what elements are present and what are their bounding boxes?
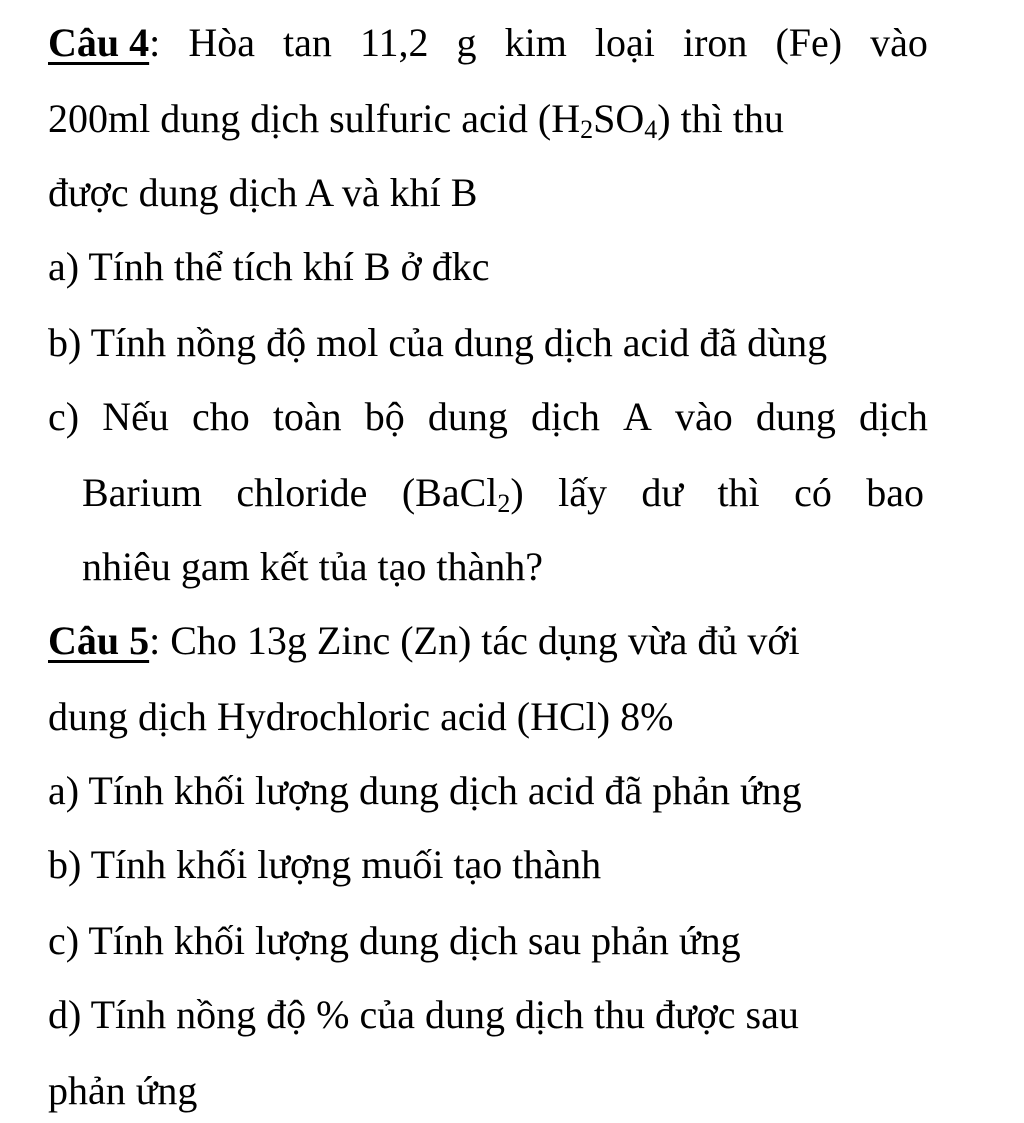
q4-word: Hòa	[188, 20, 255, 65]
q5-line-2: dung dịch Hydrochloric acid (HCl) 8%	[48, 694, 674, 739]
q5-part-c: c) Tính khối lượng dung dịch sau phản ứng	[48, 918, 741, 963]
q4-word: kim	[504, 20, 567, 65]
q4-part-c-line-2: Barium chloride (BaCl$_2$) lấy dư thì có bao	[82, 470, 924, 518]
q4-part-c-line-1: c) Nếu cho toàn bộ dung dịch A vào dung dịch	[48, 394, 928, 439]
q4-word: tan	[283, 20, 332, 65]
q5-label: Câu 5	[48, 618, 150, 663]
q4-line-2: 200ml dung dịch sulfuric acid $(H_2SO_4)$ thì thu	[48, 96, 784, 144]
q4-label: Câu 4	[48, 20, 150, 65]
q5-part-a: a) Tính khối lượng dung dịch acid đã phản ứng	[48, 768, 802, 813]
q4-colon: :	[149, 20, 161, 65]
q4-word: iron	[682, 20, 748, 65]
q4-part-a: a) Tính thể tích khí B ở đkc	[48, 244, 490, 289]
q5-part-b: b) Tính khối lượng muối tạo thành	[48, 842, 602, 887]
q5-part-d-cont: phản ứng	[48, 1068, 198, 1113]
bacl2-formula: (BaCl$_2$)	[401, 470, 524, 518]
q4-word: vào	[870, 20, 928, 65]
q4-part-b: b) Tính nồng độ mol của dung dịch acid đã dùng	[48, 320, 828, 365]
q5-line-1: Câu 5: Cho 13g Zinc (Zn) tác dụng vừa đủ với	[48, 618, 800, 663]
q4-word: 11,2	[359, 20, 429, 65]
q4-line-1	[48, 18, 928, 68]
q4-line-3: được dung dịch A và khí B	[48, 170, 478, 215]
q5-part-d: d) Tính nồng độ % của dung dịch thu được sau	[48, 992, 799, 1037]
q4-word: g	[456, 20, 477, 65]
q4-word: (Fe)	[775, 20, 843, 65]
q4-word: loại	[594, 20, 655, 65]
q4-part-c-line-3: nhiêu gam kết tủa tạo thành?	[82, 544, 543, 589]
